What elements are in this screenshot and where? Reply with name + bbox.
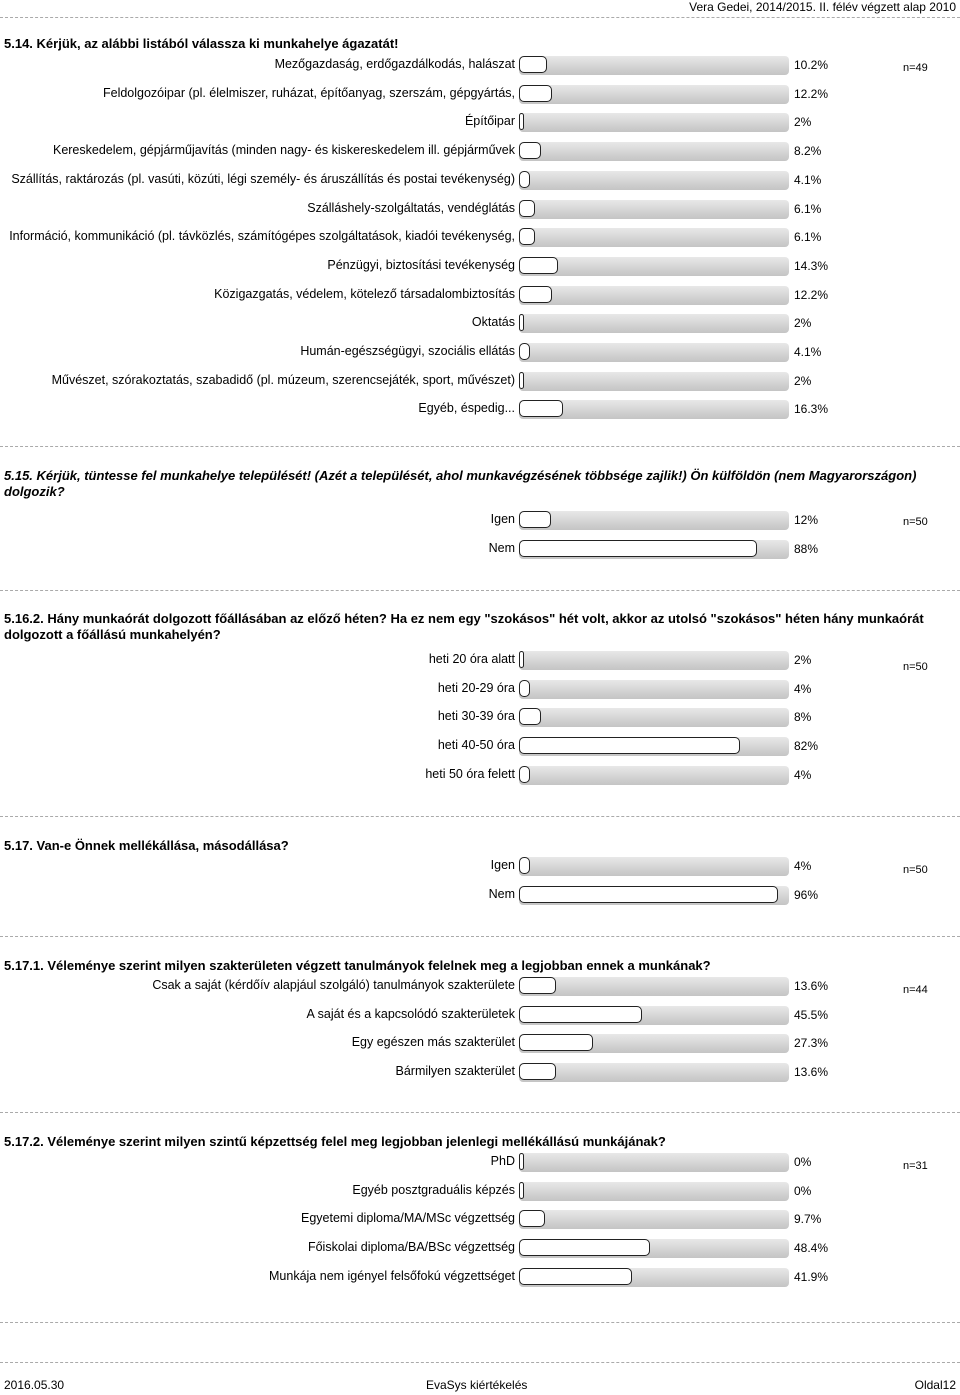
bar-track [519,511,789,530]
bar-track [519,400,789,419]
header-divider [0,17,960,18]
bar-fill [519,314,524,331]
question-title: 5.17. Van-e Önnek mellékállása, másodállása? [4,838,289,853]
section-divider [0,816,960,817]
percent-value: 6.1% [794,201,822,216]
bar-fill [519,540,757,557]
question-title: 5.17.1. Véleménye szerint milyen szakterületen végzett tanulmányok felelnek meg a legjobban ennek a munkának? [4,958,711,973]
bar-track [519,708,789,727]
answer-label: Építőipar [464,114,515,129]
answer-row [0,399,960,419]
answer-label: Csak a saját (kérdőív alapjául szolgáló) tanulmányok szakterülete [152,978,515,992]
bar-track [519,343,789,362]
bar-fill [519,228,535,245]
answer-row [0,285,960,305]
bar-track [519,113,789,132]
sample-size-label: n=50 [903,864,928,876]
answer-row [0,141,960,161]
answer-row [0,856,960,876]
bar-track [519,142,789,161]
bar-fill [519,651,524,668]
answer-row [0,313,960,333]
bar-track [519,540,789,559]
answer-row [0,650,960,670]
bar-track [519,228,789,247]
bar-track [519,314,789,333]
answer-row [0,1181,960,1201]
bar-track [519,1210,789,1229]
footer-app: EvaSys kiértékelés [426,1378,528,1392]
bar-fill [519,85,552,102]
section-divider [0,446,960,447]
percent-value: 0% [794,1183,812,1198]
percent-value: 4% [794,767,812,782]
percent-value: 14.3% [794,258,829,273]
bar-fill [519,200,535,217]
answer-label: Mezőgazdaság, erdőgazdálkodás, halászat [274,57,515,71]
percent-value: 13.6% [794,1065,829,1080]
bar-track [519,56,789,75]
answer-row [0,1267,960,1287]
percent-value: 8.2% [794,144,822,159]
bar-track [519,977,789,996]
answer-row [0,510,960,530]
answer-row [0,885,960,905]
sample-size-label: n=31 [903,1160,928,1172]
answer-label: A saját és a kapcsolódó szakterületek [306,1006,515,1021]
bar-fill [519,171,530,188]
percent-value: 4% [794,681,812,696]
sample-size-label: n=49 [903,62,928,74]
bar-fill [519,343,530,360]
bar-track [519,85,789,104]
bar-track [519,372,789,391]
answer-label: Művészet, szórakoztatás, szabadidő (pl. múzeum, szerencsejáték, sport, művészet) [51,372,515,387]
bar-track [519,200,789,219]
bar-fill [519,56,547,73]
bar-fill [519,766,530,783]
answer-label: Főiskolai diploma/BA/BSc végzettség [307,1240,515,1255]
percent-value: 4.1% [794,172,822,187]
sample-size-label: n=50 [903,516,928,528]
answer-row [0,170,960,190]
percent-value: 96% [794,887,819,902]
answer-label: Munkája nem igényel felsőfokú végzettséget [269,1268,515,1283]
answer-label: PhD [490,1154,515,1168]
answer-label: Nem [488,540,515,555]
bar-track [519,1153,789,1172]
bar-fill [519,400,563,417]
sample-size-label: n=50 [903,661,928,673]
percent-value: 9.7% [794,1212,822,1227]
answer-label: heti 40-50 óra [437,738,515,753]
bar-fill [519,113,524,130]
section-divider [0,1322,960,1323]
bar-fill [519,1006,642,1023]
bar-fill [519,708,541,725]
bar-track [519,737,789,756]
answer-row [0,342,960,362]
bar-fill [519,886,778,903]
answer-row [0,976,960,996]
answer-label: Egyéb, éspedig... [418,401,515,416]
bar-track [519,286,789,305]
percent-value: 8% [794,710,812,725]
answer-row [0,256,960,276]
answer-row [0,227,960,247]
percent-value: 10.2% [794,58,829,72]
answer-row [0,736,960,756]
percent-value: 41.9% [794,1269,829,1284]
answer-row [0,1209,960,1229]
question-title: 5.14. Kérjük, az alábbi listából válassza ki munkahelye ágazatát! [4,36,399,51]
bar-fill [519,737,740,754]
bar-track [519,257,789,276]
bar-fill [519,1034,593,1051]
percent-value: 16.3% [794,402,829,417]
answer-label: Feldolgozóipar (pl. élelmiszer, ruházat, építőanyag, szerszám, gépgyártás, [102,85,515,100]
bar-fill [519,142,541,159]
answer-label: heti 50 óra felett [425,766,515,781]
answer-label: Bármilyen szakterület [395,1064,515,1079]
bar-fill [519,977,556,994]
bar-fill [519,1063,556,1080]
percent-value: 6.1% [794,230,822,245]
bar-fill [519,1182,524,1199]
percent-value: 88% [794,541,819,556]
answer-row [0,199,960,219]
percent-value: 12% [794,513,819,527]
percent-value: 27.3% [794,1036,829,1051]
answer-row [0,55,960,75]
bar-track [519,886,789,905]
section-divider [0,1362,960,1363]
page-header: Vera Gedei, 2014/2015. II. félév végzett alap 2010 [689,0,956,14]
answer-row [0,1033,960,1053]
answer-label: Egy egészen más szakterület [351,1035,515,1050]
footer-date: 2016.05.30 [4,1378,65,1392]
bar-fill [519,1239,650,1256]
bar-fill [519,680,530,697]
percent-value: 45.5% [794,1007,829,1022]
answer-label: heti 20-29 óra [437,680,515,695]
percent-value: 2% [794,316,812,331]
percent-value: 12.2% [794,287,829,302]
percent-value: 4% [794,859,812,873]
answer-label: Igen [490,858,515,872]
bar-track [519,1239,789,1258]
answer-row [0,1238,960,1258]
question-title: 5.16.2. Hány munkaórát dolgozott főállásában az előző héten? Ha ez nem egy "szokásos" hét volt, akkor az utolsó "szokásos" héten hány munkaórát dolgozott a főállású munkahelyén? [4,611,924,642]
bar-track [519,1006,789,1025]
bar-fill [519,1210,545,1227]
bar-track [519,857,789,876]
bar-track [519,1268,789,1287]
percent-value: 12.2% [794,86,829,101]
answer-label: Szállítás, raktározás (pl. vasúti, közúti, légi személy- és áruszállítás és postai tevékenység) [11,171,515,186]
section-divider [0,936,960,937]
answer-label: Közigazgatás, védelem, kötelező társadalombiztosítás [214,286,515,301]
percent-value: 4.1% [794,345,822,359]
percent-value: 2% [794,373,812,388]
bar-fill [519,857,530,874]
answer-label: Információ, kommunikáció (pl. távközlés, számítógépes szolgáltatások, kiadói tevékenység, [9,229,515,244]
bar-track [519,680,789,699]
percent-value: 2% [794,115,812,130]
answer-label: Nem [488,886,515,901]
bar-track [519,1034,789,1053]
bar-track [519,171,789,190]
bar-fill [519,286,552,303]
answer-row [0,539,960,559]
percent-value: 13.6% [794,979,829,993]
percent-value: 82% [794,739,819,754]
answer-label: Szálláshely-szolgáltatás, vendéglátás [307,200,515,215]
answer-label: Egyetemi diploma/MA/MSc végzettség [301,1211,515,1226]
bar-track [519,1182,789,1201]
sample-size-label: n=44 [903,984,928,996]
answer-row [0,1005,960,1025]
bar-track [519,1063,789,1082]
bar-fill [519,1153,524,1170]
answer-label: Kereskedelem, gépjárműjavítás (minden nagy- és kiskereskedelem ill. gépjárművek [52,143,515,158]
percent-value: 0% [794,1155,812,1169]
answer-row [0,371,960,391]
answer-label: Oktatás [471,315,515,330]
answer-label: Igen [490,512,515,526]
bar-fill [519,257,558,274]
question-title: 5.17.2. Véleménye szerint milyen szintű képzettség felel meg legjobban jelenlegi mellékállású munkájának? [4,1134,666,1149]
answer-label: heti 20 óra alatt [428,652,515,666]
section-divider [0,590,960,591]
answer-label: Humán-egészségügyi, szociális ellátás [300,344,515,358]
answer-row [0,765,960,785]
bar-track [519,766,789,785]
answer-label: heti 30-39 óra [437,709,515,724]
bar-fill [519,372,524,389]
bar-fill [519,511,551,528]
percent-value: 2% [794,653,812,667]
answer-row [0,84,960,104]
percent-value: 48.4% [794,1241,829,1256]
bar-track [519,651,789,670]
answer-label: Pénzügyi, biztosítási tevékenység [327,257,515,272]
answer-row [0,707,960,727]
answer-label: Egyéb posztgraduális képzés [352,1182,515,1197]
answer-row [0,679,960,699]
section-divider [0,1112,960,1113]
bar-fill [519,1268,632,1285]
footer-page: Oldal12 [914,1378,956,1392]
question-title: 5.15. Kérjük, tüntesse fel munkahelye települését! (Azét a települését, ahol munkavégzésének többsége zajlik!) Ön külföldön (nem Magyarországon) dolgozik? [4,468,917,499]
answer-row [0,1062,960,1082]
answer-row [0,1152,960,1172]
answer-row [0,112,960,132]
